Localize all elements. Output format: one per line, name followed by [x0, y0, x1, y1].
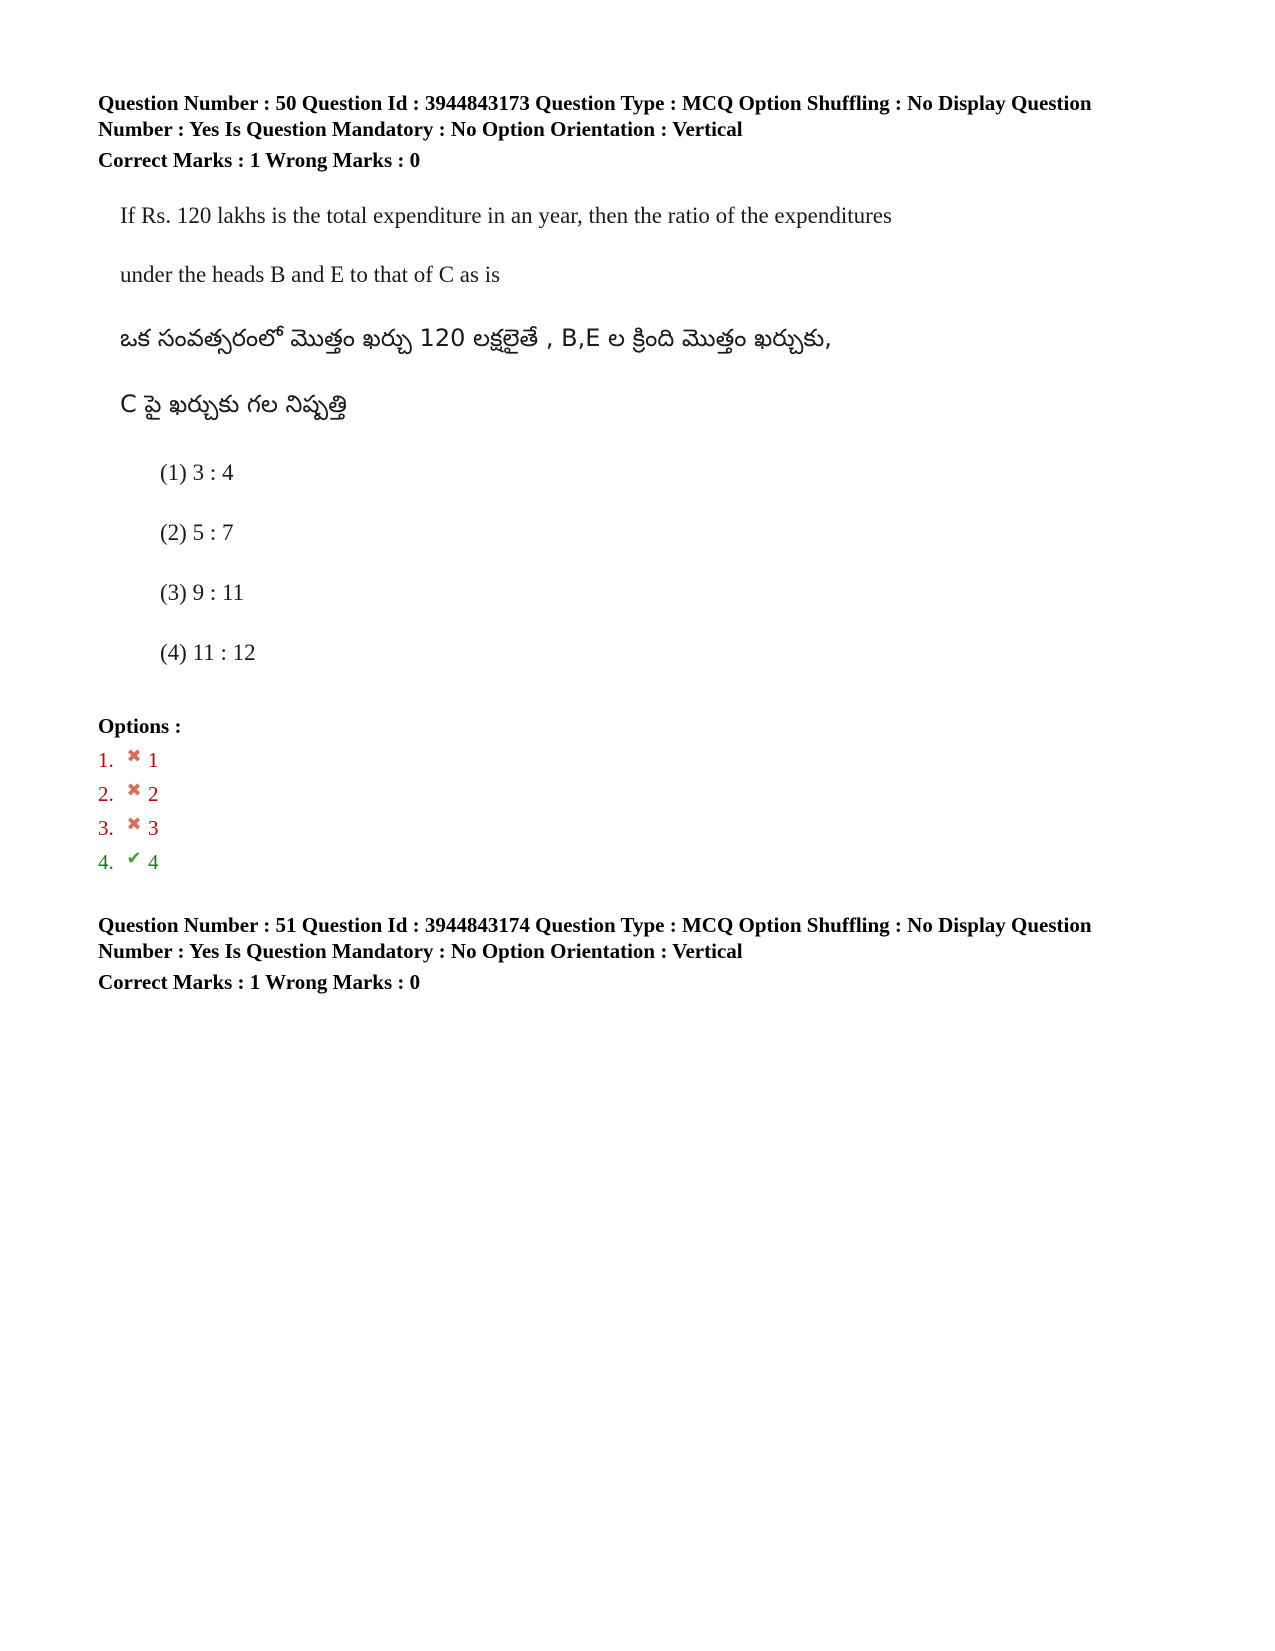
option-3-value: 3 — [148, 816, 159, 840]
option-4-number: 4. — [98, 850, 114, 874]
option-1-value: 1 — [148, 748, 159, 772]
option-3-number: 3. — [98, 816, 114, 840]
option-4-value: 4 — [148, 850, 159, 874]
q50-meta-line2: Number : Yes Is Question Mandatory : No Option Orientation : Vertical — [98, 117, 743, 141]
option-2-value: 2 — [148, 782, 159, 806]
q51-meta-line1: Question Number : 51 Question Id : 3944843174 Question Type : MCQ Option Shuffling : No Display Question — [98, 913, 1092, 937]
option-2 — [98, 782, 159, 807]
q50-question-te-1: ఒక సంవత్సరంలో మొత్తం ఖర్చు 120 లక్షలైతే , B,E ల క్రింది మొత్తం ఖర్చుకు, — [120, 324, 832, 352]
q51-marks: Correct Marks : 1 Wrong Marks : 0 — [98, 970, 421, 994]
q51-meta-line2: Number : Yes Is Question Mandatory : No Option Orientation : Vertical — [98, 939, 743, 963]
q50-meta-line1: Question Number : 50 Question Id : 3944843173 Question Type : MCQ Option Shuffling : No Display Question — [98, 91, 1092, 115]
check-icon: ✔ — [126, 848, 142, 868]
option-4 — [98, 850, 159, 875]
option-1-number: 1. — [98, 748, 114, 772]
q50-question-en-2: under the heads B and E to that of C as is — [120, 262, 501, 287]
q50-choice-3: (3) 9 : 11 — [160, 580, 245, 605]
q51-meta — [98, 912, 1188, 964]
option-3 — [98, 816, 159, 841]
cross-icon: ✖ — [126, 780, 142, 800]
q50-marks: Correct Marks : 1 Wrong Marks : 0 — [98, 148, 421, 172]
q50-meta — [98, 90, 1188, 142]
q50-choice-2: (2) 5 : 7 — [160, 520, 234, 545]
q50-question-en-1: If Rs. 120 lakhs is the total expenditure in an year, then the ratio of the expenditures — [120, 203, 892, 228]
option-1 — [98, 748, 159, 773]
option-2-number: 2. — [98, 782, 114, 806]
cross-icon: ✖ — [126, 814, 142, 834]
q50-choice-4: (4) 11 : 12 — [160, 640, 256, 665]
q50-choice-1: (1) 3 : 4 — [160, 460, 234, 485]
cross-icon: ✖ — [126, 746, 142, 766]
options-heading: Options : — [98, 714, 182, 738]
q50-question-te-2: C పై ఖర్చుకు గల నిష్పత్తి — [120, 390, 347, 418]
